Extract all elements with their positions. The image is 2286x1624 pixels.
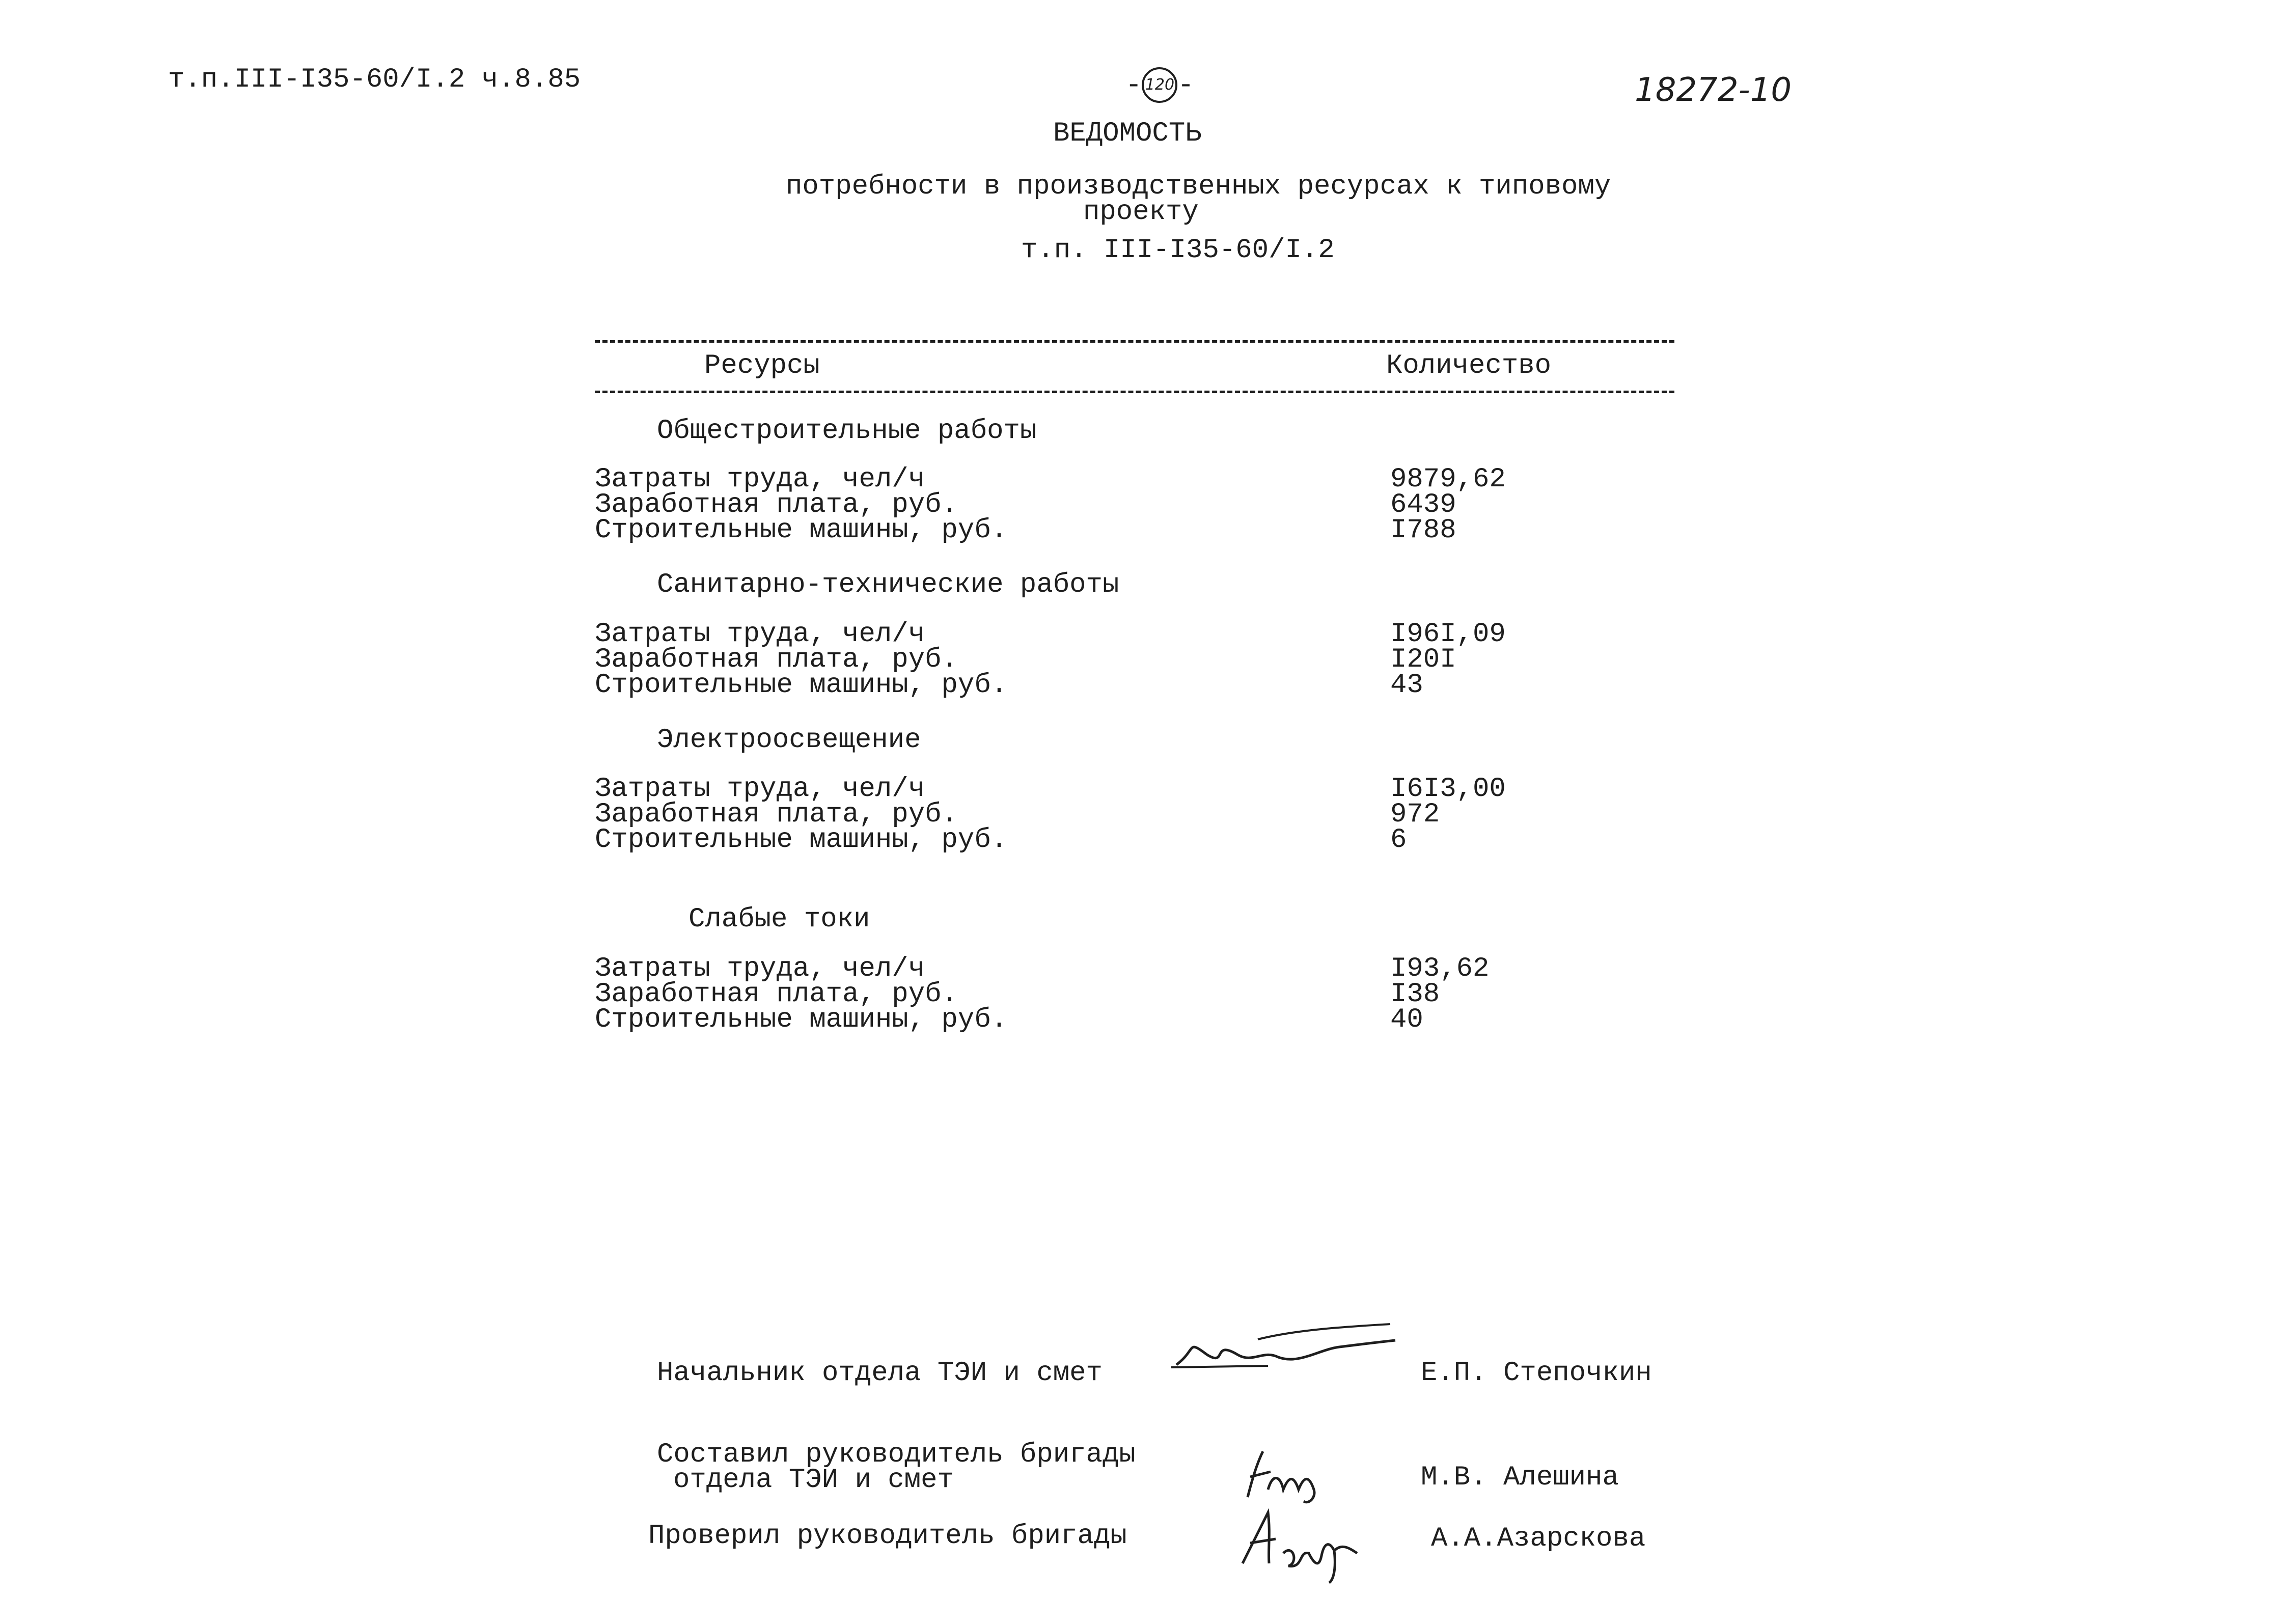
signature-mark	[1166, 1319, 1400, 1380]
row-label: Затраты труда, чел/ч	[595, 953, 925, 984]
row-label: Строительные машины, руб.	[595, 515, 1008, 546]
section-heading: Санитарно-технические работы	[657, 569, 1119, 600]
page-number: 120	[1142, 67, 1177, 103]
row-label: Затраты труда, чел/ч	[595, 464, 925, 495]
table-row	[0, 464, 2286, 495]
table-row	[0, 619, 2286, 650]
signatory-role: Составил руководитель бригады	[657, 1439, 1136, 1470]
document-number: 18272-10	[1635, 71, 1792, 109]
stamp-dash-left: -	[1125, 70, 1142, 101]
project-code: т.п. III-I35-60/I.2	[1021, 235, 1335, 266]
page-number-stamp	[1125, 67, 1194, 103]
table-row	[0, 670, 2286, 701]
section-heading: Общестроительные работы	[657, 416, 1037, 447]
table-row	[0, 515, 2286, 546]
row-value: I6I3,00	[1390, 774, 1506, 805]
column-header-quantity: Количество	[1386, 350, 1552, 381]
row-value: I38	[1390, 979, 1440, 1010]
section-heading: Слабые токи	[688, 904, 870, 935]
row-label: Заработная плата, руб.	[595, 979, 958, 1010]
row-value: 43	[1390, 670, 1423, 701]
row-value: I93,62	[1390, 953, 1490, 984]
signatory-name: Е.П. Степочкин	[1421, 1358, 1652, 1389]
row-label: Заработная плата, руб.	[595, 799, 958, 830]
signatory-role: Проверил руководитель бригады	[648, 1521, 1127, 1552]
table-row	[0, 799, 2286, 830]
column-header-resources: Ресурсы	[704, 350, 820, 381]
table-row	[0, 979, 2286, 1010]
signatory-role: Начальник отдела ТЭИ и смет	[657, 1358, 1103, 1389]
row-label: Строительные машины, руб.	[595, 824, 1008, 856]
table-row	[0, 824, 2286, 856]
stamp-dash-right: -	[1177, 70, 1194, 101]
document-subtitle-line1: потребности в производственных ресурсах к типовому	[786, 171, 1611, 202]
table-row	[0, 774, 2286, 805]
row-label: Затраты труда, чел/ч	[595, 774, 925, 805]
table-row	[0, 953, 2286, 984]
row-value: 9879,62	[1390, 464, 1506, 495]
row-label: Строительные машины, руб.	[595, 1004, 1008, 1035]
signature-mark	[1232, 1441, 1334, 1507]
signatory-role-line2: отдела ТЭИ и смет	[673, 1465, 954, 1496]
row-value: I96I,09	[1390, 619, 1506, 650]
row-label: Заработная плата, руб.	[595, 489, 958, 520]
row-value: 972	[1390, 799, 1440, 830]
table-row	[0, 489, 2286, 520]
row-value: 6	[1390, 824, 1407, 856]
row-value: 40	[1390, 1004, 1423, 1035]
table-row	[0, 644, 2286, 675]
table-header-rule	[595, 391, 1674, 393]
row-label: Строительные машины, руб.	[595, 670, 1008, 701]
signatory-name: А.А.Азарскова	[1431, 1523, 1646, 1554]
table-row	[0, 1004, 2286, 1035]
row-value: I788	[1390, 515, 1456, 546]
table-top-rule	[595, 340, 1674, 343]
row-value: I20I	[1390, 644, 1456, 675]
document-title: ВЕДОМОСТЬ	[1053, 118, 1202, 149]
row-value: 6439	[1390, 489, 1456, 520]
section-heading: Электроосвещение	[657, 725, 921, 756]
signature-mark	[1232, 1502, 1365, 1584]
document-subtitle-line2: проекту	[1083, 197, 1199, 228]
row-label: Заработная плата, руб.	[595, 644, 958, 675]
series-code: т.п.III-I35-60/I.2 ч.8.85	[168, 64, 581, 95]
row-label: Затраты труда, чел/ч	[595, 619, 925, 650]
signatory-name: М.В. Алешина	[1421, 1462, 1619, 1493]
